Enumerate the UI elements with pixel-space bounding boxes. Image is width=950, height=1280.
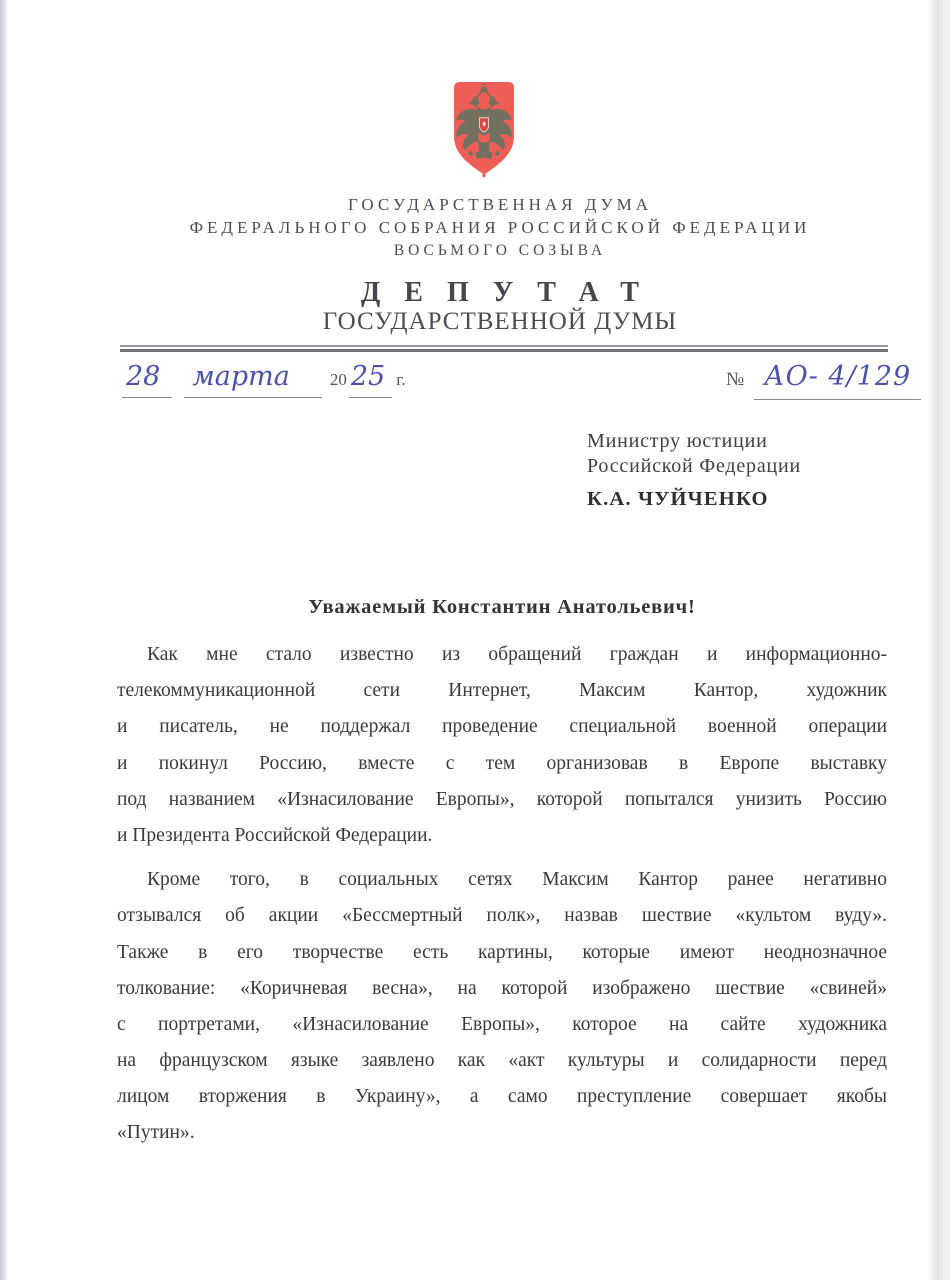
letter-body	[117, 637, 887, 1152]
body-line: под названием «Изнасилование Европы», которой попытался унизить Россию	[117, 788, 887, 810]
handwritten-day: 28	[122, 360, 172, 398]
letterhead-divider-rule	[120, 345, 888, 352]
org-name-line-3: ВОСЬМОГО СОЗЫВА	[393, 242, 607, 259]
recipient-block	[587, 429, 801, 511]
body-line: и Президента Российской Федерации.	[117, 824, 433, 846]
body-line: Как мне стало известно из обращений граждан и информационно-	[147, 644, 887, 665]
sender-title: ДЕПУТАТ	[361, 277, 663, 308]
recipient-position-line-2: Российской Федерации	[587, 455, 802, 477]
body-line: отзывался об акции «Бессмертный полк», назвав шествие «культом вуду».	[117, 905, 887, 927]
printed-era-label: г.	[396, 370, 406, 389]
org-name-line-1: ГОСУДАРСТВЕННАЯ ДУМА	[348, 195, 652, 214]
letterhead	[115, 193, 885, 336]
body-line: на французском языке заявлено как «акт культуры и солидарности перед	[117, 1050, 887, 1072]
recipient-position-line-1: Министру юстиции	[587, 430, 768, 452]
handwritten-outgoing-number: АО- 4/129	[754, 360, 921, 400]
page-right-edge-shadow	[928, 0, 950, 1280]
body-line: с портретами, «Изнасилование Европы», которое на сайте художника	[117, 1013, 887, 1035]
handwritten-month: марта	[184, 360, 321, 398]
body-line: и покинул Россию, вместе с тем организовав в Европе выставку	[117, 752, 887, 774]
body-line: и писатель, не поддержал проведение специальной военной операции	[117, 716, 887, 738]
printed-year-prefix: 20	[329, 370, 347, 389]
recipient-name: К.А. ЧУЙЧЕНКО	[587, 488, 769, 510]
number-sign-label: №	[726, 369, 745, 390]
org-name-line-2: ФЕДЕРАЛЬНОГО СОБРАНИЯ РОССИЙСКОЙ ФЕДЕРАЦИИ	[189, 218, 811, 237]
body-line: телекоммуникационной сети Интернет, Максим Кантор, художник	[117, 680, 887, 702]
russia-coat-of-arms-icon	[448, 79, 520, 178]
paragraph-2	[117, 862, 887, 1152]
body-line: лицом вторжения в Украину», а само преступление совершает якобы	[117, 1086, 887, 1108]
salutation: Уважаемый Константин Анатольевич!	[308, 596, 696, 618]
sender-title-sub: ГОСУДАРСТВЕННОЙ ДУМЫ	[322, 308, 678, 335]
paragraph-1	[117, 637, 887, 854]
date-line	[122, 360, 406, 398]
outgoing-number-line	[726, 360, 921, 400]
body-line: Также в его творчестве есть картины, которые имеют неоднозначное	[117, 941, 887, 963]
body-line: Кроме того, в социальных сетях Максим Кантор ранее негативно	[147, 869, 887, 891]
body-line: «Путин».	[117, 1122, 195, 1144]
page-left-edge	[0, 0, 7, 1280]
body-line: толкование: «Коричневая весна», на которой изображено шествие «свиней»	[117, 977, 887, 999]
handwritten-year-suffix: 25	[349, 360, 392, 398]
